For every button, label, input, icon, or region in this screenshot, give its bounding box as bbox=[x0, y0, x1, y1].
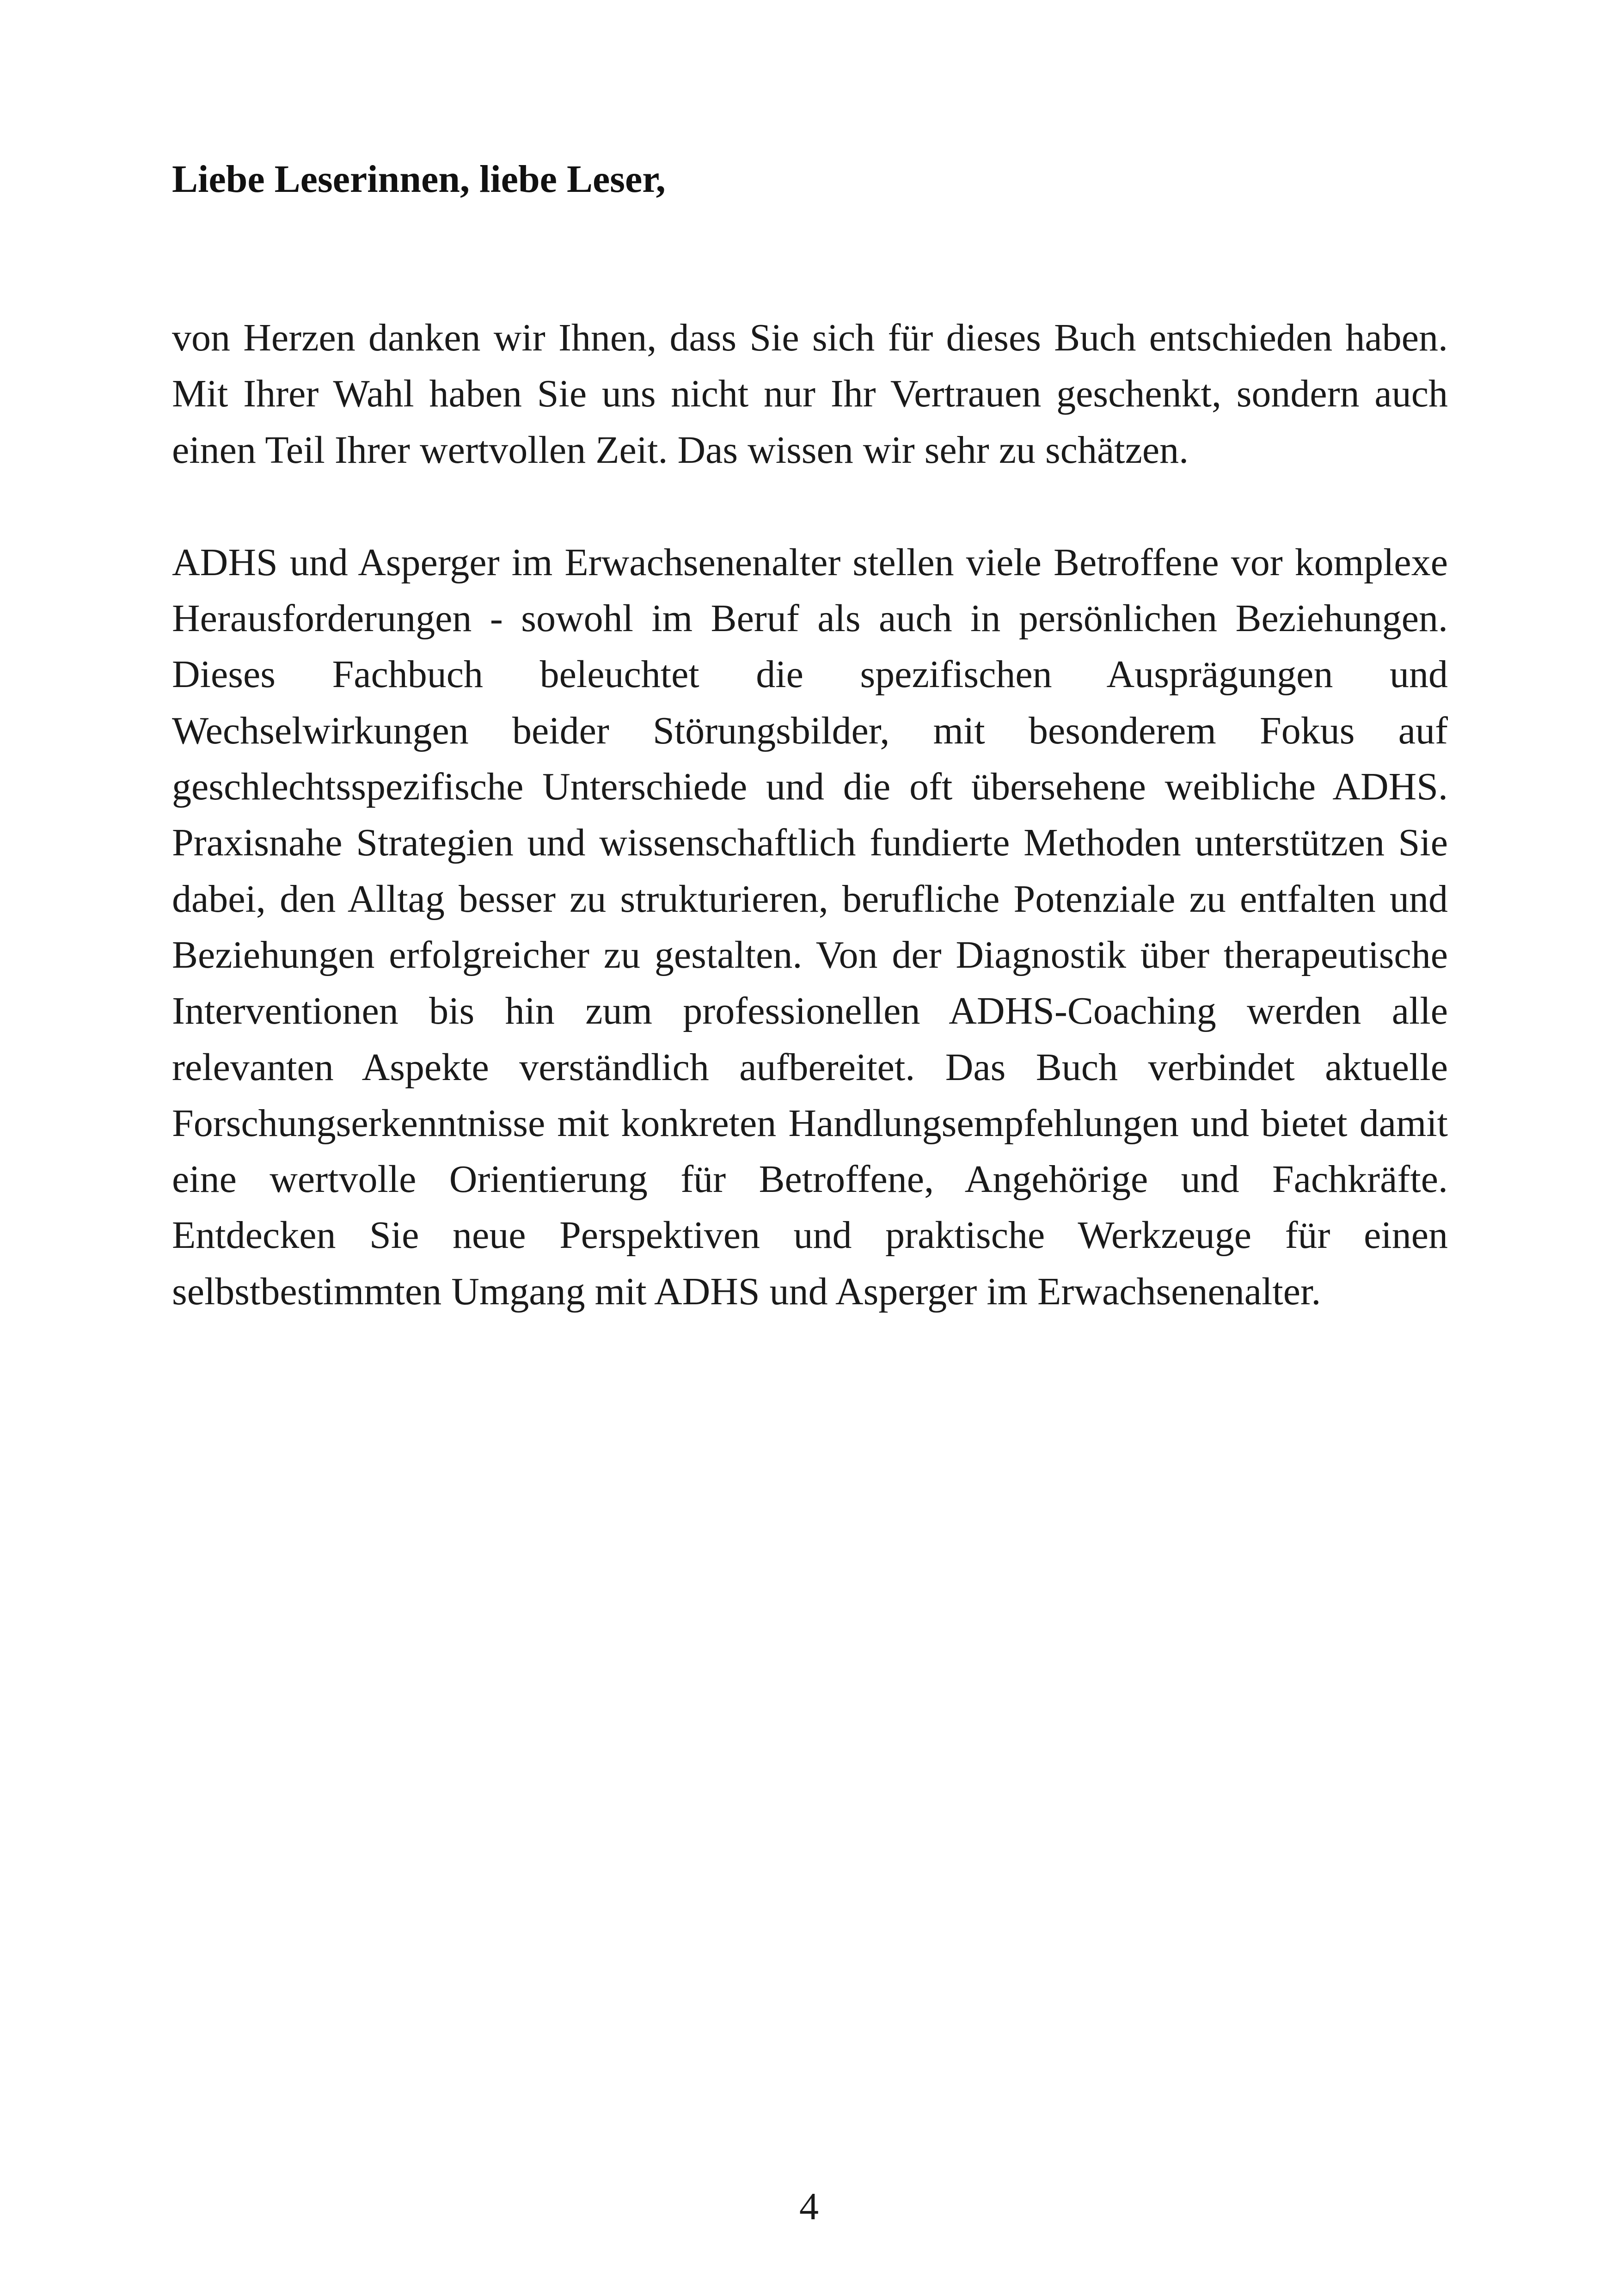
salutation-heading: Liebe Leserinnen, liebe Leser, bbox=[172, 158, 666, 201]
paragraph-thanks: von Herzen danken wir Ihnen, dass Sie sich für dieses Buch entschieden haben. Mit Ihrer Wahl haben Sie uns nicht nur Ihr Vertrauen geschenkt, sondern auch einen Teil Ihrer wertvollen Zeit. Das wissen wir sehr zu schätzen. bbox=[172, 316, 1448, 472]
page-body bbox=[172, 153, 1448, 1320]
paragraph-book-description: ADHS und Asperger im Erwachsenenalter stellen viele Betroffene vor komplexe Herausforderungen - sowohl im Beruf als auch in persönlichen Beziehungen. Dieses Fachbuch beleuchtet die spezifischen Ausprägungen und Wechselwirkungen beider Störungsbilder, mit besonderem Fokus auf geschlechtsspezifische Unterschiede und die oft übersehene weibliche ADHS. Praxisnahe Strategien und wissenschaftlich fundierte Methoden unterstützen Sie dabei, den Alltag besser zu strukturieren, berufliche Potenziale zu entfalten und Beziehungen erfolgreicher zu gestalten. Von der Diagnostik über therapeutische Interventionen bis hin zum professionellen ADHS-Coaching werden alle relevanten Aspekte verständlich aufbereitet. Das Buch verbindet aktuelle Forschungserkenntnisse mit konkreten Handlungsempfehlungen und bietet damit eine wertvolle Orientierung für Betroffene, Angehörige und Fachkräfte. Entdecken Sie neue Perspektiven und praktische Werkzeuge für einen selbstbestimmten Umgang mit ADHS und Asperger im Erwachsenenalter. bbox=[172, 540, 1448, 1313]
page-number: 4 bbox=[799, 2185, 819, 2228]
